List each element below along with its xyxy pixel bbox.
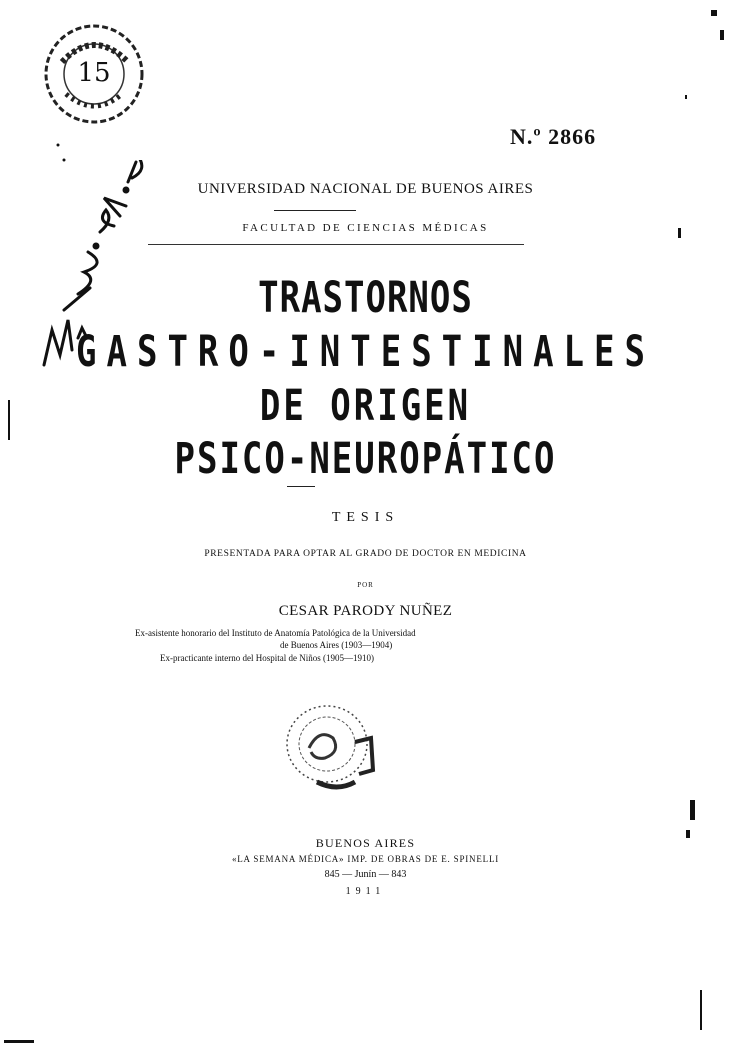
printer-name: «LA SEMANA MÉDICA» IMP. DE OBRAS DE E. SPINELLI: [231, 854, 500, 864]
library-stamp: [42, 22, 146, 126]
divider: [274, 210, 356, 211]
title-line: PSICO-NEUROPÁTICO: [174, 434, 557, 484]
divider: [148, 244, 524, 245]
by-label: POR: [357, 581, 374, 589]
thesis-label: TESIS: [331, 510, 400, 525]
printer-address: 845 — Junín — 843: [324, 869, 407, 880]
publication-city: BUENOS AIRES: [315, 836, 416, 850]
author-credit: de Buenos Aires (1903—1904): [280, 640, 393, 650]
presented-for: PRESENTADA PARA OPTAR AL GRADO DE DOCTOR EN MEDICINA: [204, 549, 527, 559]
faculty-seal-icon: [275, 698, 385, 798]
author-name: CESAR PARODY NUÑEZ: [278, 603, 453, 619]
publication-year: 1911: [345, 886, 386, 897]
stamp-number: 15: [77, 58, 111, 88]
divider: [287, 486, 315, 487]
title-line: GASTRO-INTESTINALES: [76, 327, 655, 377]
title-line: TRASTORNOS: [258, 273, 473, 323]
title-line: DE ORIGEN: [259, 381, 472, 431]
faculty-name: FACULTAD DE CIENCIAS MÉDICAS: [242, 222, 489, 234]
catalog-number: N.º 2866: [510, 124, 597, 149]
author-credit: Ex-practicante interno del Hospital de Niños (1905—1910): [160, 653, 374, 663]
university-name: UNIVERSIDAD NACIONAL DE BUENOS AIRES: [197, 181, 534, 197]
author-credit: Ex-asistente honorario del Instituto de Anatomía Patológica de la Universidad: [135, 628, 416, 638]
